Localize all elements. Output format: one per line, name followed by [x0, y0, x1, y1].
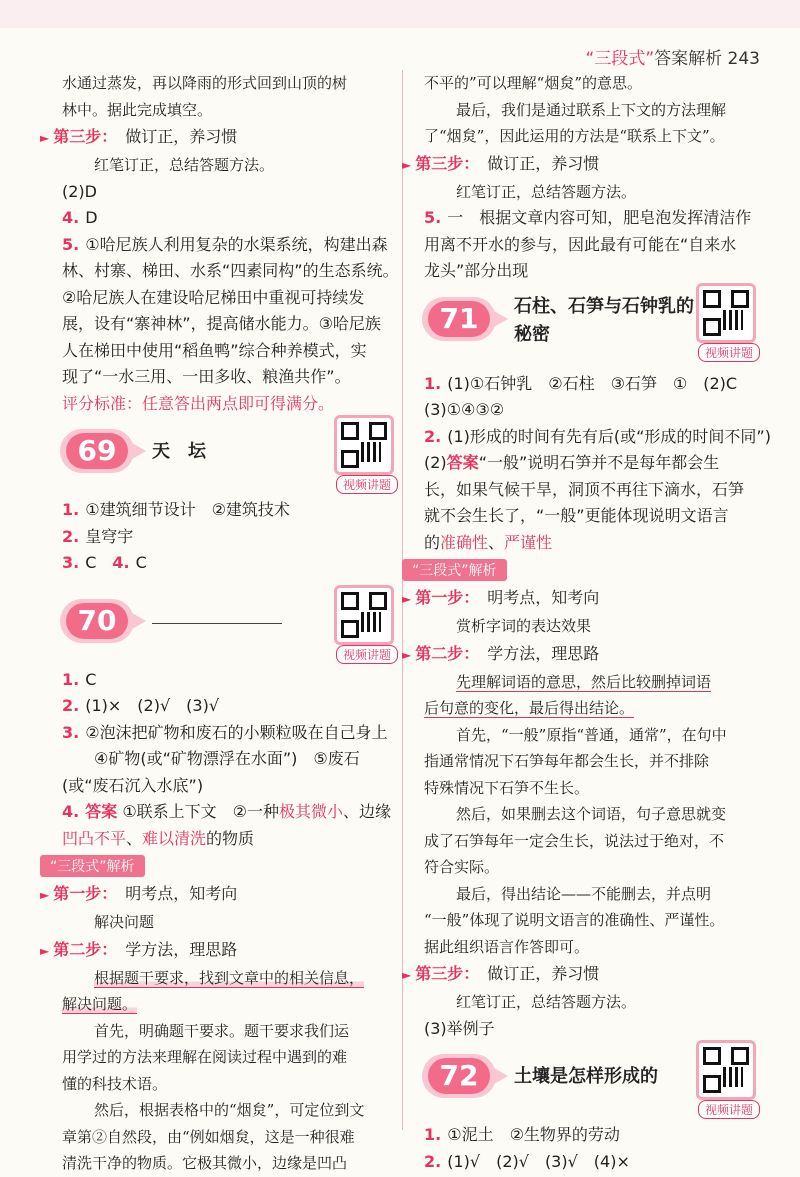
section-71 — [424, 285, 764, 371]
arrow-icon: ► — [402, 157, 412, 172]
page-number: 243 — [727, 49, 760, 69]
step1-heading: ► 第一步： 明考点，知考向 — [40, 884, 238, 903]
answer-line: (2)D — [62, 181, 97, 201]
video-lecture-label[interactable]: 视频讲题 — [336, 475, 398, 494]
method-line: 根据题干要求，找到文章中的相关信息， — [94, 968, 365, 987]
text-line: 水通过蒸发，再以降雨的形式回到山顶的树 — [62, 74, 348, 92]
method-line: 解决问题。 — [62, 995, 138, 1013]
qr-code-icon[interactable] — [696, 283, 756, 343]
section-number-badge: 70 — [60, 599, 134, 643]
text-line: 不平的”可以理解“烟炱”的意思。 — [424, 74, 643, 92]
text-line: 了“烟炱”，因此运用的方法是“联系上下文”。 — [424, 127, 725, 145]
arrow-icon: ► — [402, 592, 412, 606]
qr-code-icon[interactable] — [334, 585, 394, 645]
answer-item: 2. (1)√ (2)√ (3)√ (4)× — [424, 1151, 630, 1171]
video-lecture-label[interactable]: 视频讲题 — [336, 645, 398, 664]
text-line: 用离不开水的参与，因此最有可能在“自来水 — [424, 234, 737, 254]
text-line: 章第②自然段，由“例如烟炱，这是一种很难 — [62, 1127, 355, 1146]
text-line: 红笔订正，总结答题方法。 — [456, 993, 637, 1011]
video-lecture-label[interactable]: 视频讲题 — [698, 343, 760, 362]
text-line: 符合实际。 — [424, 858, 500, 876]
section-69 — [62, 417, 402, 497]
arrow-icon: ► — [40, 888, 50, 902]
answer-item: 1. ①泥土 ②生物界的劳动 — [424, 1125, 620, 1144]
text-line: 首先，明确题干要求。题干要求我们运 — [94, 1021, 350, 1040]
text-line: 特殊情况下石笋不生长。 — [424, 778, 590, 797]
text-line: (2)答案“一般”说明石笋并不是每年都会生 — [424, 453, 720, 472]
header-brand: “三段式” — [585, 49, 655, 69]
arrow-icon: ► — [402, 647, 412, 662]
section-title: 天 坛 — [152, 441, 206, 462]
text-line: 的准确性、严谨性 — [424, 532, 553, 552]
text-line: 首先，“一般”原指“普通，通常”，在句中 — [456, 725, 727, 744]
text-line: 长，如果气候干旱，洞顶不再往下滴水，石笋 — [424, 479, 745, 499]
answer-item: 2. (1)× (2)√ (3)√ — [62, 696, 220, 715]
qr-code-icon[interactable] — [334, 415, 394, 475]
text-line: (3)①④③② — [424, 400, 505, 419]
text-line: 就不会生长了，“一般”更能体现说明文语言 — [424, 506, 729, 525]
answer-item: 1. (1)①石钟乳 ②石柱 ③石笋 ① (2)C — [424, 373, 738, 393]
analysis-tag: “三段式”解析 — [402, 559, 507, 581]
text-line: 然后，如果删去这个词语，句子意思就变 — [456, 805, 727, 823]
answer-item-4: 4. D — [62, 208, 98, 227]
text-line: 懂的科技术语。 — [62, 1074, 168, 1093]
section-title: 土壤是怎样形成的 — [514, 1066, 658, 1087]
text-line: 然后，根据表格中的“烟炱”，可定位到文 — [94, 1101, 365, 1119]
answer-item: 2. 皇穹宇 — [62, 526, 134, 546]
text-line: “一般”体现了说明文语言的准确性、严谨性。 — [424, 911, 725, 929]
text-line: ②哈尼族人在建设哈尼梯田中重视可持续发 — [62, 287, 365, 307]
text-line: 林中。据此完成填空。 — [62, 100, 213, 119]
section-72 — [424, 1042, 764, 1122]
video-lecture-label[interactable]: 视频讲题 — [698, 1100, 760, 1119]
step2-heading: ► 第二步： 学方法，理思路 — [402, 643, 600, 663]
step3-heading: ► 第三步： 做订正，养习惯 — [402, 153, 600, 173]
step1-heading: ► 第一步： 明考点，知考向 — [402, 588, 600, 607]
section-number-badge: 72 — [422, 1054, 496, 1098]
qr-code-icon[interactable] — [696, 1040, 756, 1100]
text-line: 凹凸不平、难以清洗的物质 — [62, 828, 255, 848]
section-title: 石柱、石笋与石钟乳的 秘密 — [514, 295, 694, 345]
text-line: ④矿物(或“矿物漂浮在水面”) ⑤废石 — [94, 749, 360, 768]
text-line: 人在梯田中使用“稻鱼鸭”综合种养模式，实 — [62, 340, 367, 360]
method-line: 先理解词语的意思，然后比较删掉词语 — [456, 672, 712, 691]
text-line: 据此组织语言作答即可。 — [424, 937, 590, 956]
page-header — [586, 44, 760, 69]
analysis-tag: “三段式”解析 — [40, 855, 145, 877]
text-line: 林、村寨、梯田、水系“四素同构”的生态系统。 — [62, 261, 399, 280]
arrow-icon: ► — [40, 131, 50, 145]
method-line: 后句意的变化，最后得出结论。 — [424, 699, 635, 717]
text-line: 最后，我们是通过联系上下文的方法理解 — [456, 100, 727, 119]
section-number-badge: 71 — [422, 297, 496, 341]
text-line: 指通常情况下石笋每年都会生长，并不排除 — [424, 752, 710, 770]
step2-heading: ► 第二步： 学方法，理思路 — [40, 939, 238, 959]
header-title: 答案解析 — [654, 49, 723, 69]
header-bar — [0, 0, 800, 28]
section-number-badge: 69 — [60, 429, 134, 473]
text-line: 用学过的方法来理解在阅读过程中遇到的难 — [62, 1048, 348, 1066]
answer-item: 1. C — [62, 669, 97, 689]
answer-line: (3)举例子 — [424, 1018, 495, 1038]
answer-item: 2. (1)形成的时间有先有后(或“形成的时间不同”) — [424, 426, 771, 446]
left-column — [40, 70, 402, 1177]
answer-item-5: 5. ①哈尼族人利用复杂的水渠系统，构建出森 — [62, 234, 388, 254]
text-line: (或“废石沉入水底”) — [62, 775, 204, 795]
text-line: 赏析字词的表达效果 — [456, 617, 592, 635]
text-line: 红笔订正，总结答题方法。 — [456, 182, 637, 201]
text-line: 现了“一水三用、一田多收、粮渔共作”。 — [62, 367, 351, 386]
section-70 — [62, 587, 402, 667]
title-blank-line — [152, 623, 282, 624]
text-line: 展，设有“寨神林”，提高储水能力。③哈尼族 — [62, 314, 381, 333]
step3-heading: ► 第三步： 做订正，养习惯 — [402, 964, 600, 983]
answer-item-5: 5. 一 根据文章内容可知，肥皂泡发挥清洁作 — [424, 208, 752, 227]
answer-item: 3. ②泡沫把矿物和废石的小颗粒吸在自己身上 — [62, 722, 388, 742]
answer-item: 1. ①建筑细节设计 ②建筑技术 — [62, 500, 290, 519]
answer-item: 4. 答案 ①联系上下文 ②一种极其微小、边缘 — [62, 802, 392, 821]
text-line: 龙头”部分出现 — [424, 261, 529, 280]
answer-item: 3. C 4. C — [62, 553, 147, 572]
right-column — [402, 70, 771, 1175]
arrow-icon: ► — [402, 968, 412, 982]
step3-heading: ► 第三步： 做订正，养习惯 — [40, 127, 238, 146]
text-line: 红笔订正，总结答题方法。 — [94, 156, 275, 174]
text-line: 解决问题 — [94, 913, 155, 931]
arrow-icon: ► — [40, 943, 50, 958]
text-line: 清洗干净的物质。它极其微小，边缘是凹凸 — [62, 1154, 348, 1172]
text-line: 成了石笋每年一定会生长，说法过于绝对，不 — [424, 831, 725, 850]
text-line: 最后，得出结论——不能删去，并点明 — [456, 884, 712, 903]
scoring-standard: 评分标准：任意答出两点即可得满分。 — [62, 393, 335, 413]
